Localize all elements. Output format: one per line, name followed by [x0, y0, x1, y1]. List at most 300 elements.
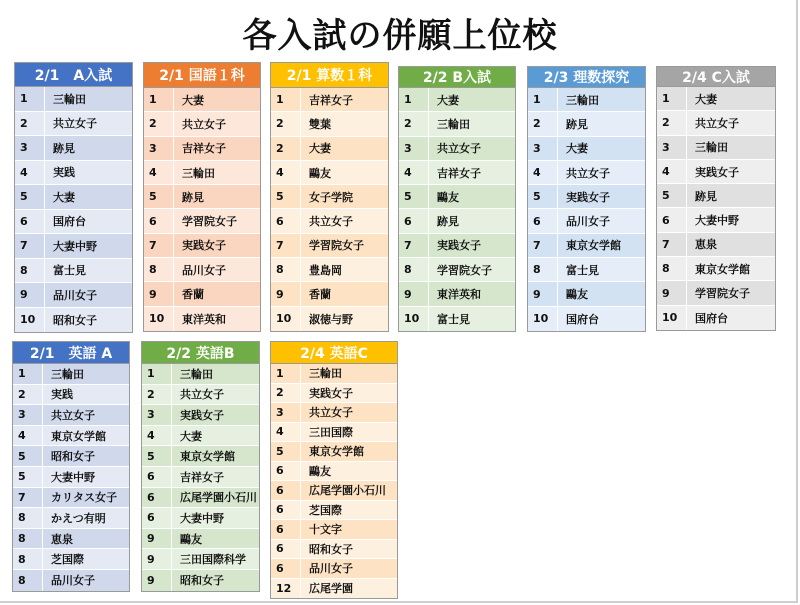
school-name-cell: 共立女子: [182, 117, 226, 131]
school-name-cell: 恵泉: [695, 238, 717, 252]
school-name-cell: 恵泉: [51, 532, 73, 546]
table-row: [142, 529, 259, 550]
table-row: [15, 112, 132, 137]
school-name-cell: 淑徳与野: [309, 312, 353, 326]
school-name-cell: 跡見: [695, 189, 717, 203]
table-row: [142, 467, 259, 488]
school-name-cell: 三田国際: [309, 425, 353, 439]
table-row: [13, 467, 129, 488]
school-name-cell: 大妻中野: [695, 214, 739, 228]
table-header: 2/3 理数探究: [528, 67, 645, 88]
rank-cell: 10: [657, 306, 687, 330]
school-name-cell: 三輪田: [309, 367, 342, 381]
school-name-cell: 跡見: [53, 141, 75, 155]
table-row: [528, 137, 645, 161]
table-row: [271, 579, 397, 599]
school-name-cell: 豊島岡: [309, 263, 342, 277]
school-name-cell: 三田国際科学: [180, 553, 246, 567]
table-row: [399, 88, 515, 112]
school-name-cell: 共立女子: [695, 116, 739, 130]
table-row: [528, 209, 645, 233]
rank-cell: 8: [13, 529, 43, 549]
rank-cell: 10: [15, 308, 45, 333]
rank-cell: 9: [15, 283, 45, 307]
school-name-cell: 東京女学館: [309, 445, 364, 459]
rank-cell: 6: [144, 209, 174, 232]
rank-cell: 4: [13, 426, 43, 446]
table-row: [142, 426, 259, 447]
table-row: [271, 442, 397, 462]
rank-cell: 9: [142, 549, 172, 569]
table-header: 2/2 英語B: [142, 342, 259, 364]
rank-cell: 2: [142, 385, 172, 405]
table-row: [399, 307, 515, 331]
table-row: [399, 209, 515, 233]
school-name-cell: 広尾学園小石川: [309, 484, 386, 498]
table-row: [271, 185, 388, 209]
school-name-cell: 品川女子: [309, 562, 353, 576]
table-row: [399, 282, 515, 306]
table-row: [657, 87, 775, 111]
school-name-cell: 品川女子: [182, 263, 226, 277]
school-name-cell: 大妻: [566, 142, 588, 156]
ranking-table-2-1-eigo-a: [12, 341, 130, 592]
school-name-cell: 大妻: [437, 93, 459, 107]
school-name-cell: 雙葉: [309, 117, 331, 131]
table-header: 2/1 英語 A: [13, 342, 129, 364]
school-name-cell: 三輪田: [182, 166, 215, 180]
table-row: [657, 233, 775, 257]
table-row: [15, 234, 132, 259]
rank-cell: 3: [271, 403, 301, 422]
rank-cell: 1: [399, 88, 429, 111]
rank-cell: 8: [15, 259, 45, 283]
school-name-cell: 国府台: [53, 215, 86, 229]
rank-cell: 3: [15, 136, 45, 160]
table-row: [399, 234, 515, 258]
rank-cell: 2: [271, 137, 301, 160]
school-name-cell: 学習院女子: [309, 239, 364, 253]
table-row: [15, 210, 132, 235]
school-name-cell: カリタス女子: [51, 491, 117, 505]
rank-cell: 9: [142, 570, 172, 591]
school-name-cell: 広尾学園: [309, 582, 353, 596]
table-row: [271, 540, 397, 560]
table-row: [271, 462, 397, 482]
table-row: [271, 258, 388, 282]
rank-cell: 7: [399, 234, 429, 257]
school-name-cell: 広尾学園小石川: [180, 491, 257, 505]
rank-cell: 5: [13, 467, 43, 487]
school-name-cell: 鷗友: [437, 190, 459, 204]
rank-cell: 7: [144, 234, 174, 257]
table-row: [144, 307, 260, 331]
rank-cell: 2: [399, 112, 429, 135]
table-row: [271, 501, 397, 521]
rank-cell: 7: [271, 234, 301, 257]
school-name-cell: 大妻: [180, 429, 202, 443]
school-name-cell: 大妻: [695, 92, 717, 106]
rank-cell: 9: [657, 281, 687, 304]
table-row: [399, 137, 515, 161]
table-row: [142, 570, 259, 591]
table-row: [13, 508, 129, 529]
table-header: 2/4 C入試: [657, 67, 775, 87]
school-name-cell: 東京女学館: [695, 262, 750, 276]
school-name-cell: 跡見: [437, 215, 459, 229]
table-row: [657, 160, 775, 184]
school-name-cell: 国府台: [566, 312, 599, 326]
school-name-cell: 東洋英和: [437, 288, 481, 302]
rank-cell: 3: [528, 137, 558, 160]
rank-cell: 2: [271, 112, 301, 135]
table-row: [15, 87, 132, 112]
table-row: [13, 405, 129, 426]
school-name-cell: 大妻中野: [180, 511, 224, 525]
ranking-table-2-2-b: [398, 66, 516, 332]
rank-cell: 4: [144, 161, 174, 184]
rank-cell: 1: [15, 87, 45, 111]
school-name-cell: 実践女子: [180, 408, 224, 422]
school-name-cell: 三輪田: [180, 367, 213, 381]
ranking-table-2-4-c: [656, 66, 776, 331]
rank-cell: 3: [657, 136, 687, 159]
table-row: [15, 259, 132, 284]
rank-cell: 6: [399, 209, 429, 232]
table-row: [528, 161, 645, 185]
table-header: 2/2 B入試: [399, 67, 515, 88]
rank-cell: 5: [657, 184, 687, 207]
rank-cell: 6: [271, 462, 301, 481]
school-name-cell: 三輪田: [566, 93, 599, 107]
table-row: [399, 258, 515, 282]
table-row: [142, 508, 259, 529]
rank-cell: 5: [271, 442, 301, 461]
rank-cell: 4: [528, 161, 558, 184]
rank-cell: 1: [142, 364, 172, 384]
school-name-cell: 鷗友: [309, 464, 331, 478]
rank-cell: 1: [528, 88, 558, 111]
school-name-cell: 香蘭: [182, 288, 204, 302]
school-name-cell: 香蘭: [309, 288, 331, 302]
ranking-table-2-3-risu: [527, 66, 646, 332]
school-name-cell: 実践女子: [437, 239, 481, 253]
school-name-cell: 富士見: [566, 263, 599, 277]
table-row: [13, 488, 129, 509]
school-name-cell: 跡見: [182, 190, 204, 204]
table-header: 2/1 A入試: [15, 63, 132, 87]
table-row: [528, 185, 645, 209]
school-name-cell: 吉祥女子: [182, 142, 226, 156]
table-row: [528, 258, 645, 282]
school-name-cell: 女子学院: [309, 190, 353, 204]
rank-cell: 7: [528, 234, 558, 257]
table-row: [13, 549, 129, 570]
table-row: [657, 111, 775, 135]
table-row: [271, 161, 388, 185]
table-row: [15, 185, 132, 210]
rank-cell: 12: [271, 579, 301, 599]
school-name-cell: 実践女子: [309, 386, 353, 400]
table-row: [271, 112, 388, 136]
table-row: [657, 208, 775, 232]
rank-cell: 2: [271, 384, 301, 403]
table-row: [657, 136, 775, 160]
school-name-cell: 三輪田: [437, 117, 470, 131]
school-name-cell: 十文字: [309, 523, 342, 537]
rank-cell: 3: [399, 137, 429, 160]
rank-cell: 9: [528, 282, 558, 305]
rank-cell: 5: [15, 185, 45, 209]
rank-cell: 6: [271, 209, 301, 232]
school-name-cell: 大妻中野: [51, 470, 95, 484]
table-row: [399, 161, 515, 185]
rank-cell: 8: [528, 258, 558, 281]
rank-cell: 1: [271, 88, 301, 111]
table-row: [399, 112, 515, 136]
school-name-cell: 大妻: [309, 142, 331, 156]
rank-cell: 2: [528, 112, 558, 135]
school-name-cell: 共立女子: [51, 408, 95, 422]
table-row: [271, 364, 397, 384]
school-name-cell: 共立女子: [309, 215, 353, 229]
rank-cell: 6: [142, 508, 172, 528]
rank-cell: 2: [657, 111, 687, 134]
table-row: [271, 137, 388, 161]
table-row: [271, 481, 397, 501]
rank-cell: 1: [657, 87, 687, 110]
rank-cell: 2: [144, 112, 174, 135]
rank-cell: 6: [271, 559, 301, 578]
rank-cell: 8: [13, 508, 43, 528]
school-name-cell: 三輪田: [695, 141, 728, 155]
table-row: [657, 306, 775, 330]
rank-cell: 6: [15, 210, 45, 234]
rank-cell: 8: [13, 570, 43, 591]
rank-cell: 8: [271, 258, 301, 281]
table-row: [15, 136, 132, 161]
table-row: [271, 88, 388, 112]
rank-cell: 6: [142, 488, 172, 508]
school-name-cell: 共立女子: [309, 406, 353, 420]
table-row: [13, 426, 129, 447]
rank-cell: 3: [13, 405, 43, 425]
school-name-cell: 昭和女子: [53, 313, 97, 327]
table-row: [144, 88, 260, 112]
rank-cell: 5: [271, 185, 301, 208]
table-row: [271, 282, 388, 306]
school-name-cell: 品川女子: [566, 215, 610, 229]
rank-cell: 6: [657, 208, 687, 231]
table-row: [13, 385, 129, 406]
school-name-cell: 実践女子: [182, 239, 226, 253]
table-row: [271, 234, 388, 258]
rank-cell: 8: [657, 257, 687, 280]
rank-cell: 9: [399, 282, 429, 305]
table-row: [271, 307, 388, 331]
table-row: [399, 185, 515, 209]
ranking-table-2-4-eigo-c: [270, 341, 398, 599]
school-name-cell: 芝国際: [309, 503, 342, 517]
school-name-cell: 吉祥女子: [180, 470, 224, 484]
school-name-cell: 品川女子: [53, 288, 97, 302]
page-title: 各入試の併願上位校: [242, 16, 558, 56]
rank-cell: 5: [399, 185, 429, 208]
rank-cell: 8: [144, 258, 174, 281]
rank-cell: 10: [399, 307, 429, 331]
school-name-cell: 昭和女子: [309, 542, 353, 556]
rank-cell: 9: [271, 282, 301, 305]
rank-cell: 6: [271, 520, 301, 539]
rank-cell: 10: [528, 307, 558, 331]
rank-cell: 10: [271, 307, 301, 331]
school-name-cell: 東京女学館: [51, 429, 106, 443]
school-name-cell: 昭和女子: [180, 574, 224, 588]
rank-cell: 6: [271, 481, 301, 500]
table-row: [271, 209, 388, 233]
rank-cell: 8: [399, 258, 429, 281]
rank-cell: 7: [13, 488, 43, 508]
rank-cell: 1: [144, 88, 174, 111]
school-name-cell: 東洋英和: [182, 312, 226, 326]
table-row: [271, 384, 397, 404]
table-row: [144, 161, 260, 185]
school-name-cell: 東京女学館: [180, 450, 235, 464]
school-name-cell: 品川女子: [51, 574, 95, 588]
rank-cell: 3: [142, 405, 172, 425]
rank-cell: 4: [657, 160, 687, 183]
table-row: [144, 137, 260, 161]
school-name-cell: 実践: [53, 166, 75, 180]
school-name-cell: 昭和女子: [51, 450, 95, 464]
table-row: [144, 112, 260, 136]
table-row: [271, 520, 397, 540]
table-row: [144, 234, 260, 258]
rank-cell: 7: [15, 234, 45, 258]
table-row: [144, 185, 260, 209]
table-row: [142, 549, 259, 570]
rank-cell: 6: [271, 501, 301, 520]
rank-cell: 10: [144, 307, 174, 331]
table-row: [271, 403, 397, 423]
school-name-cell: 吉祥女子: [437, 166, 481, 180]
school-name-cell: 鷗友: [566, 288, 588, 302]
school-name-cell: 共立女子: [437, 142, 481, 156]
rank-cell: 1: [271, 364, 301, 383]
school-name-cell: 大妻中野: [53, 239, 97, 253]
rank-cell: 9: [144, 282, 174, 305]
school-name-cell: 富士見: [437, 312, 470, 326]
rank-cell: 4: [142, 426, 172, 446]
ranking-table-2-1-a: [14, 62, 133, 333]
table-row: [13, 364, 129, 385]
rank-cell: 4: [271, 161, 301, 184]
rank-cell: 6: [271, 540, 301, 559]
school-name-cell: 鷗友: [180, 532, 202, 546]
table-row: [528, 234, 645, 258]
school-name-cell: 三輪田: [51, 367, 84, 381]
school-name-cell: 大妻: [182, 93, 204, 107]
school-name-cell: かえつ有明: [51, 511, 106, 525]
rank-cell: 4: [271, 423, 301, 442]
rank-cell: 4: [399, 161, 429, 184]
rank-cell: 6: [142, 467, 172, 487]
table-row: [528, 282, 645, 306]
rank-cell: 3: [144, 137, 174, 160]
table-row: [271, 559, 397, 579]
table-row: [142, 405, 259, 426]
rank-cell: 2: [15, 112, 45, 136]
table-header: 2/1 国語１科: [144, 63, 260, 88]
table-row: [271, 423, 397, 443]
rank-cell: 6: [528, 209, 558, 232]
school-name-cell: 学習院女子: [182, 215, 237, 229]
table-row: [657, 281, 775, 305]
school-name-cell: 実践女子: [695, 165, 739, 179]
school-name-cell: 共立女子: [180, 388, 224, 402]
table-row: [15, 161, 132, 186]
table-row: [13, 570, 129, 591]
rank-cell: 5: [142, 446, 172, 466]
school-name-cell: 国府台: [695, 311, 728, 325]
table-row: [528, 88, 645, 112]
school-name-cell: 三輪田: [53, 92, 86, 106]
table-row: [142, 488, 259, 509]
rank-cell: 5: [13, 446, 43, 466]
school-name-cell: 学習院女子: [437, 263, 492, 277]
school-name-cell: 跡見: [566, 117, 588, 131]
table-row: [528, 112, 645, 136]
rank-cell: 2: [13, 385, 43, 405]
table-header: 2/1 算数１科: [271, 63, 388, 88]
rank-cell: 7: [657, 233, 687, 256]
table-row: [142, 446, 259, 467]
ranking-table-2-1-kokugo: [143, 62, 261, 332]
rank-cell: 1: [13, 364, 43, 384]
school-name-cell: 芝国際: [51, 553, 84, 567]
rank-cell: 9: [142, 529, 172, 549]
rank-cell: 8: [13, 549, 43, 569]
table-row: [144, 209, 260, 233]
rank-cell: 4: [15, 161, 45, 185]
school-name-cell: 学習院女子: [695, 287, 750, 301]
table-row: [15, 308, 132, 333]
school-name-cell: 共立女子: [566, 166, 610, 180]
school-name-cell: 大妻: [53, 190, 75, 204]
table-row: [144, 282, 260, 306]
table-row: [657, 184, 775, 208]
rank-cell: 5: [144, 185, 174, 208]
school-name-cell: 富士見: [53, 264, 86, 278]
school-name-cell: 実践: [51, 388, 73, 402]
table-row: [13, 529, 129, 550]
school-name-cell: 鷗友: [309, 166, 331, 180]
table-header: 2/4 英語C: [271, 342, 397, 364]
table-row: [142, 364, 259, 385]
school-name-cell: 実践女子: [566, 190, 610, 204]
table-row: [13, 446, 129, 467]
table-row: [142, 385, 259, 406]
school-name-cell: 共立女子: [53, 117, 97, 131]
table-row: [528, 307, 645, 331]
ranking-table-2-2-eigo-b: [141, 341, 260, 592]
rank-cell: 5: [528, 185, 558, 208]
table-row: [144, 258, 260, 282]
table-row: [15, 283, 132, 308]
ranking-table-2-1-sansu: [270, 62, 389, 332]
table-row: [657, 257, 775, 281]
school-name-cell: 吉祥女子: [309, 93, 353, 107]
